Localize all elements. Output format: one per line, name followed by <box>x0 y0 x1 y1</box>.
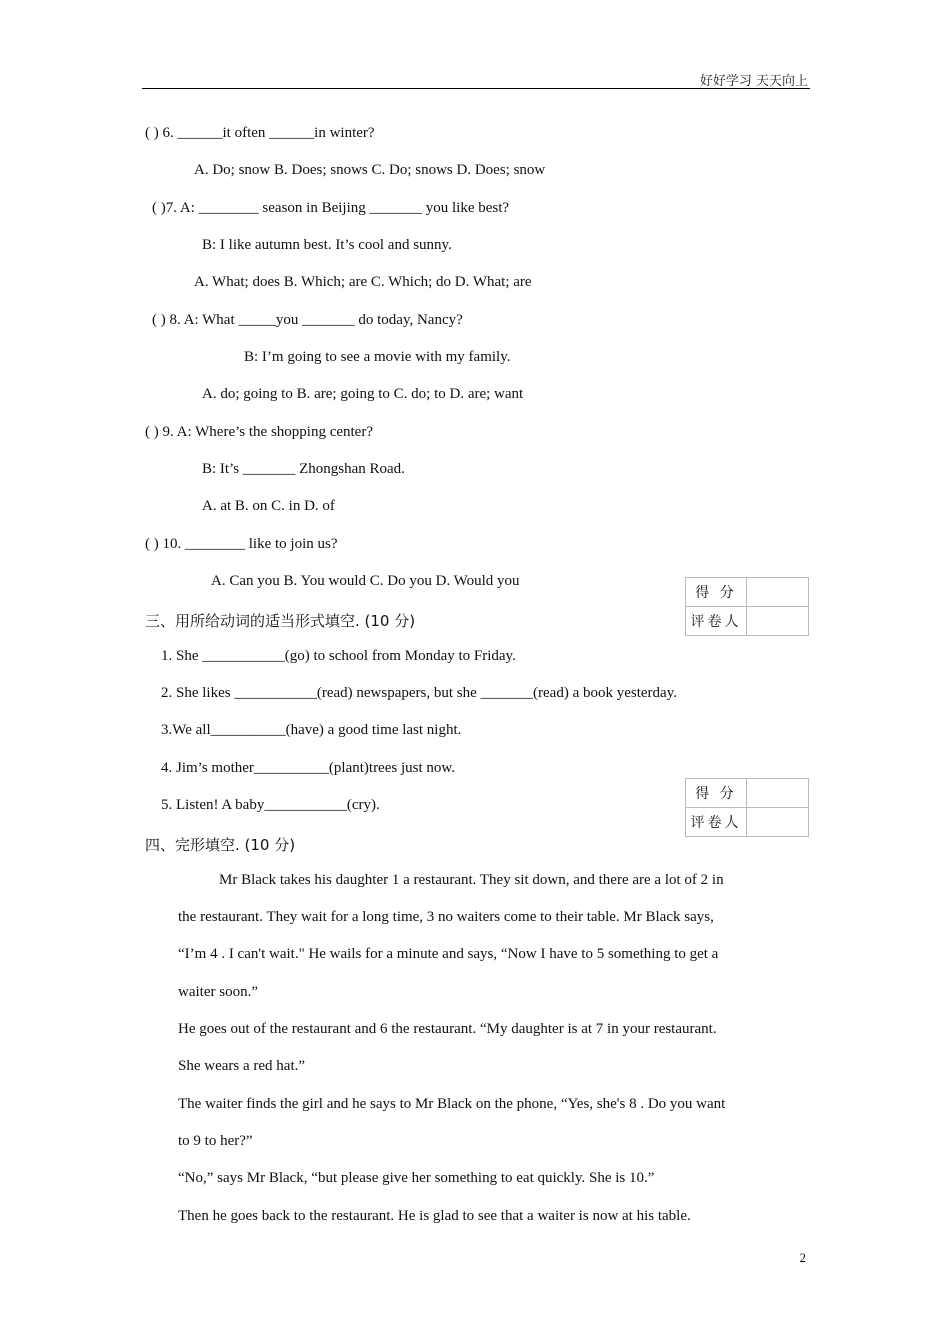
passage-line-6: She wears a red hat.” <box>178 1058 306 1074</box>
passage-line-5: He goes out of the restaurant and 6 the restaurant. “My daughter is at 7 in your restaurant. <box>178 1021 717 1037</box>
grader-cell[interactable] <box>747 808 809 837</box>
passage-line-4: waiter soon.” <box>178 984 258 1000</box>
question-9-stem: ( ) 9. A: Where’s the shopping center? <box>145 424 373 440</box>
grader-cell[interactable] <box>747 607 809 636</box>
question-7-options: A. What; does B. Which; are C. Which; do D. What; are <box>194 274 532 290</box>
page-number: 2 <box>799 1250 806 1265</box>
passage-line-3: “I’m 4 . I can't wait." He wails for a minute and says, “Now I have to 5 something to get a <box>178 946 719 962</box>
section-3-item-4: 4. Jim’s mother__________(plant)trees just now. <box>161 760 455 776</box>
passage-line-10: Then he goes back to the restaurant. He is glad to see that a waiter is now at his table. <box>178 1208 691 1224</box>
passage-line-8: to 9 to her?” <box>178 1133 253 1149</box>
section-3-item-2: 2. She likes ___________(read) newspapers, but she _______(read) a book yesterday. <box>161 685 677 701</box>
question-10-options: A. Can you B. You would C. Do you D. Would you <box>211 573 520 589</box>
score-cell[interactable] <box>747 578 809 607</box>
score-box-section3 <box>685 577 809 636</box>
section-3-title: 三、用所给动词的适当形式填空. (10 分) <box>145 612 416 630</box>
question-10-stem: ( ) 10. ________ like to join us? <box>145 536 338 552</box>
header-rule <box>142 88 810 89</box>
question-6-stem: ( ) 6. ______it often ______in winter? <box>145 125 375 141</box>
score-label: 得 分 <box>686 779 747 808</box>
passage-line-2: the restaurant. They wait for a long time, 3 no waiters come to their table. Mr Black says, <box>178 909 714 925</box>
question-8-options: A. do; going to B. are; going to C. do; to D. are; want <box>202 386 524 402</box>
score-label: 得 分 <box>686 578 747 607</box>
section-3-item-1: 1. She ___________(go) to school from Monday to Friday. <box>161 648 516 664</box>
question-6-options: A. Do; snow B. Does; snows C. Do; snows D. Does; snow <box>194 162 546 178</box>
passage-line-7: The waiter finds the girl and he says to Mr Black on the phone, “Yes, she's 8 . Do you want <box>178 1096 726 1112</box>
section-3-item-5: 5. Listen! A baby___________(cry). <box>161 797 380 813</box>
question-9-line2: B: It’s _______ Zhongshan Road. <box>202 461 405 477</box>
passage-line-9: “No,” says Mr Black, “but please give her something to eat quickly. She is 10.” <box>178 1170 655 1186</box>
header-motto: 好好学习 天天向上 <box>699 74 808 89</box>
section-3-item-3: 3.We all__________(have) a good time last night. <box>161 722 462 738</box>
grader-label: 评卷人 <box>686 607 747 636</box>
question-8-stem: ( ) 8. A: What _____you _______ do today, Nancy? <box>152 312 463 328</box>
question-9-options: A. at B. on C. in D. of <box>202 498 335 514</box>
score-box-section4 <box>685 778 809 837</box>
score-cell[interactable] <box>747 779 809 808</box>
question-7-stem: ( )7. A: ________ season in Beijing _______ you like best? <box>152 200 510 216</box>
section-4-title: 四、完形填空. (10 分) <box>145 836 296 854</box>
grader-label: 评卷人 <box>686 808 747 837</box>
question-7-line2: B: I like autumn best. It’s cool and sunny. <box>202 237 452 253</box>
question-8-line2: B: I’m going to see a movie with my family. <box>244 349 511 365</box>
passage-line-1: Mr Black takes his daughter 1 a restaurant. They sit down, and there are a lot of 2 in <box>219 872 724 888</box>
